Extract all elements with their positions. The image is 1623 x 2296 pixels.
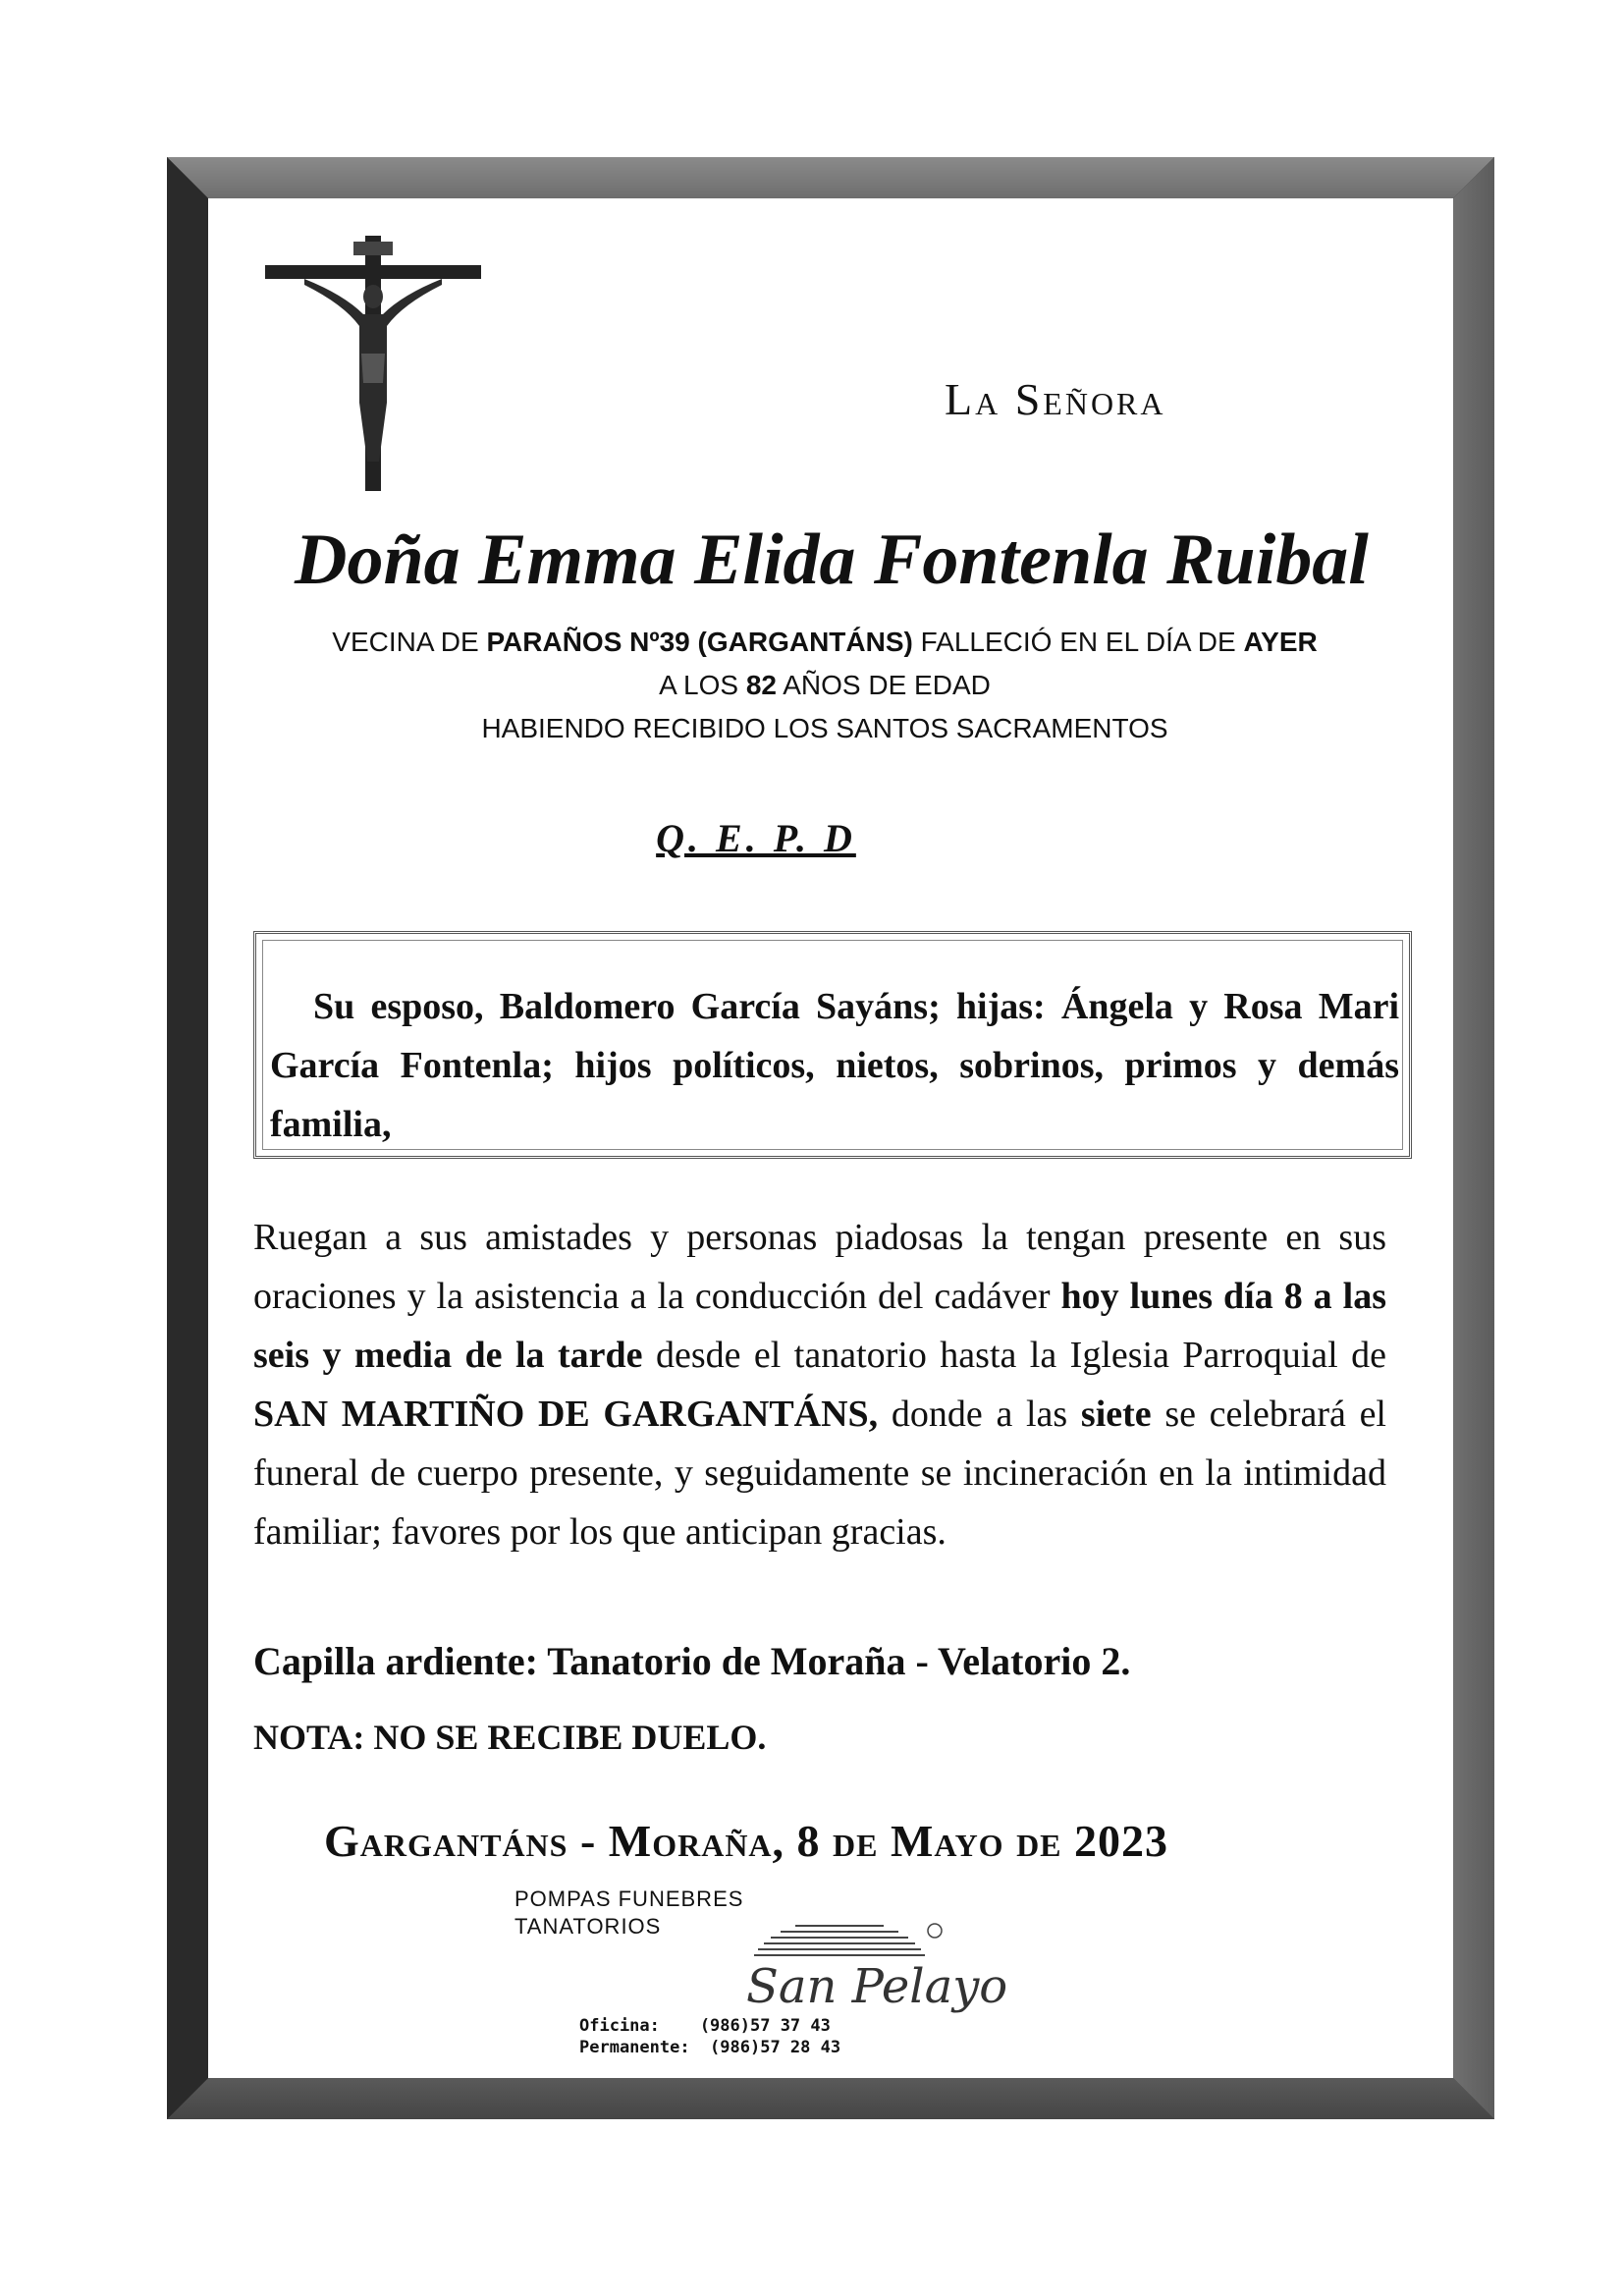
frame-bevel-right [1453, 157, 1494, 2119]
sacraments-line: HABIENDO RECIBIDO LOS SANTOS SACRAMENTOS [481, 713, 1168, 743]
residence-prefix: VECINA DE [332, 627, 487, 657]
body-text-2: desde el tanatorio hasta la Iglesia Parroquial de [642, 1335, 1387, 1376]
funeral-home-line2: TANATORIOS [514, 1914, 662, 1939]
phone-numbers: Oficina: (986)57 37 43 Permanente: (986)57 28 43 [579, 2016, 841, 2057]
deceased-name: Doña Emma Elida Fontenla Ruibal [295, 519, 1369, 600]
body-funeral-time: siete [1080, 1394, 1152, 1435]
funeral-home-line1: POMPAS FUNEBRES [514, 1886, 744, 1911]
residence-address: PARAÑOS Nº39 (GARGANTÁNS) [486, 627, 913, 657]
family-text: Su esposo, Baldomero García Sayáns; hijas: Ángela y Rosa Mari García Fontenla; hijos políticos, nietos, sobrinos, primos y demás familia, [270, 986, 1399, 1145]
logo-text: San Pelayo [746, 1959, 1008, 2014]
title-small: La Señora [945, 374, 1166, 424]
body-paragraph [253, 1208, 1386, 1561]
frame-bevel-bottom [167, 2078, 1494, 2119]
body-text-4: se celebrará el funeral de cuerpo presente, y seguidamente se incineración en la intimidad familiar; favores por los que anticipan gracias. [253, 1394, 1386, 1553]
crucifix-icon [265, 236, 481, 491]
residence-line [255, 627, 1394, 658]
body-text-1: Ruegan a sus amistades y personas piadosas la tengan presente en sus oraciones y la asistencia a la conducción del cadáver [253, 1217, 1386, 1317]
capilla-ardiente: Capilla ardiente: Tanatorio de Moraña - Velatorio 2. [253, 1639, 1131, 1683]
frame-bevel-top [167, 157, 1494, 198]
family-box [253, 931, 1412, 1159]
age-prefix: A LOS [659, 670, 746, 700]
body-church: SAN MARTIÑO DE GARGANTÁNS, [253, 1394, 879, 1435]
age-value: 82 [745, 670, 778, 700]
age-suffix: AÑOS DE EDAD [777, 670, 991, 700]
death-day: AYER [1243, 627, 1318, 657]
qepd-label: Q. E. P. D [656, 816, 856, 860]
body-time: hoy lunes día 8 a las seis y media de la tarde [253, 1276, 1386, 1376]
place-date: Gargantáns - Moraña, 8 de Mayo de 2023 [324, 1816, 1169, 1866]
body-text-3: donde a las [878, 1394, 1081, 1435]
death-text: FALLECIÓ EN EL DÍA DE [912, 627, 1244, 657]
frame-bevel-left [167, 157, 208, 2119]
funeral-home-labels [514, 1886, 743, 1941]
age-line [255, 670, 1394, 701]
nota: NOTA: NO SE RECIBE DUELO. [253, 1718, 767, 1757]
